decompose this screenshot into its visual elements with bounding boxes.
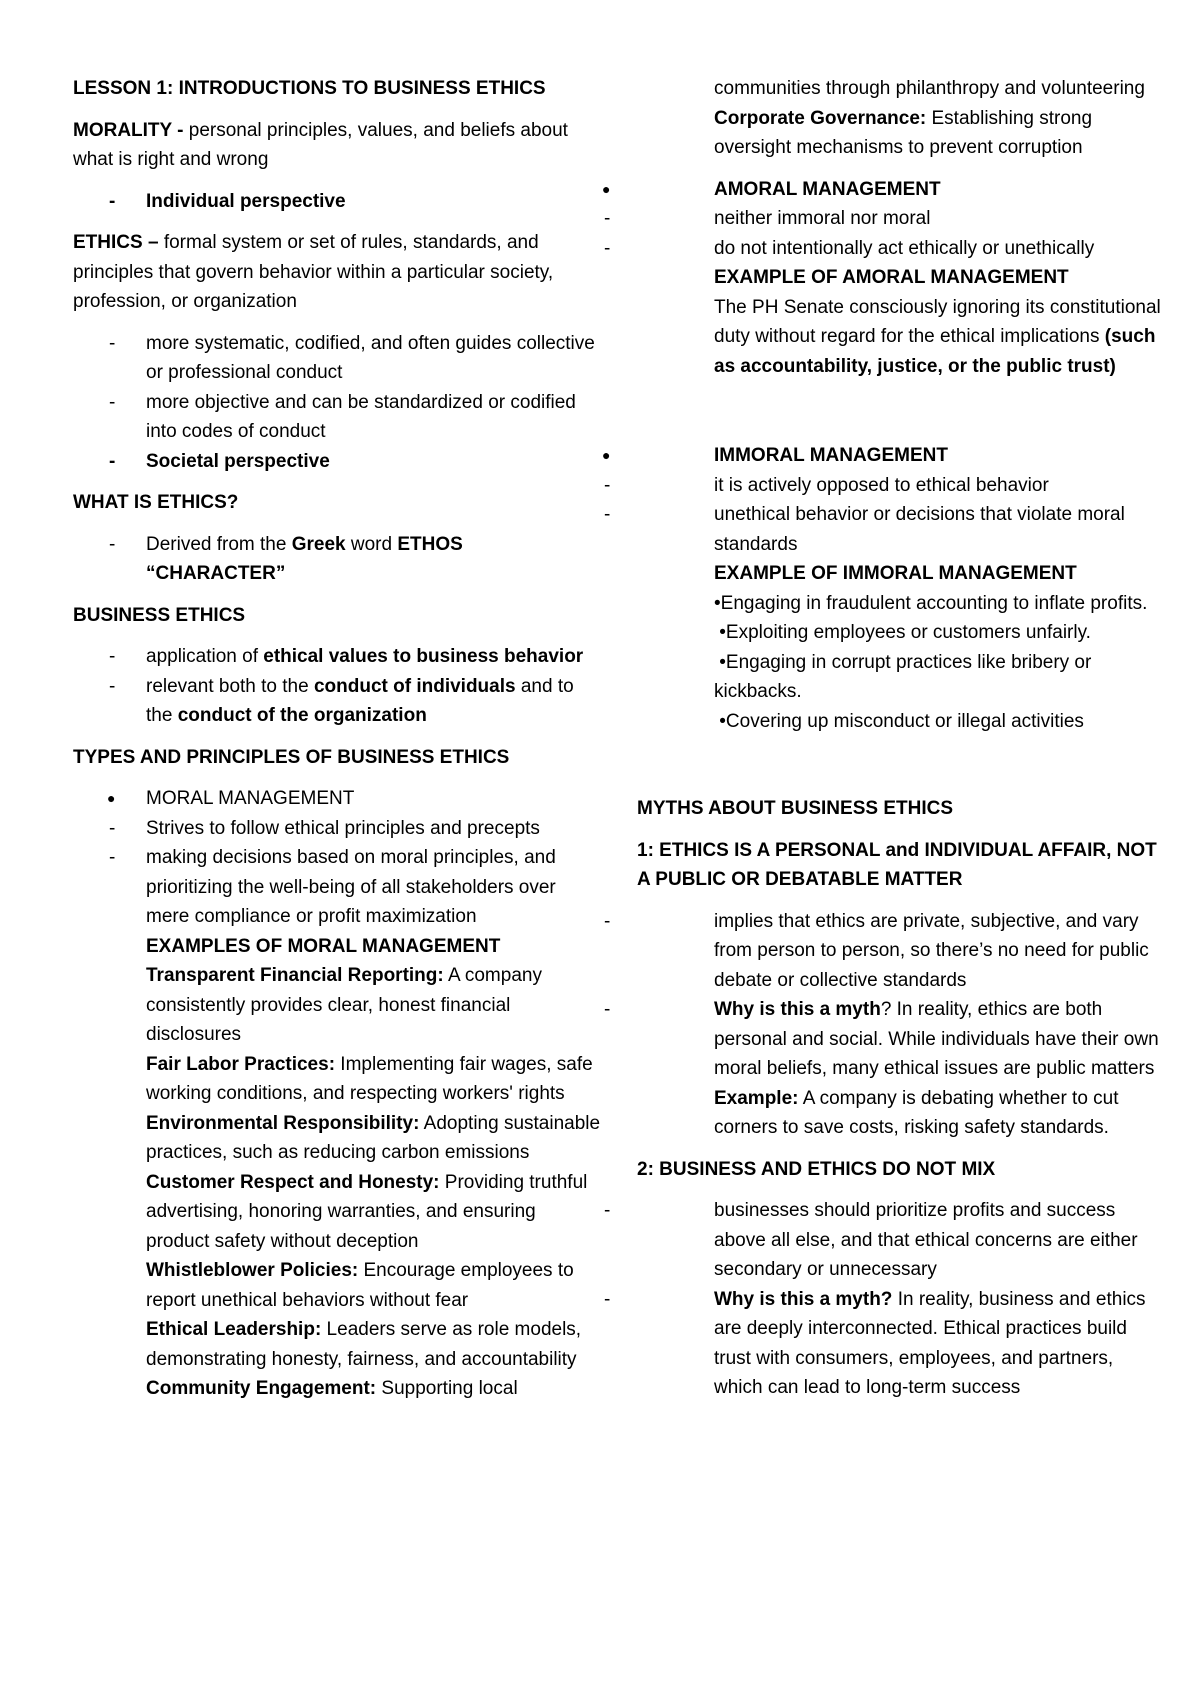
example-item: Community Engagement: Supporting local <box>146 1378 518 1399</box>
example-item: Whistleblower Policies: Encourage employees to report unethical behaviors without fear <box>146 1260 574 1311</box>
list-item: - Strives to follow ethical principles and precepts <box>73 814 603 844</box>
example-heading: EXAMPLE OF IMMORAL MANAGEMENT <box>714 563 1077 584</box>
section-heading: BUSINESS ETHICS <box>73 604 246 626</box>
list-item: - Individual perspective <box>73 187 603 217</box>
ethics-points <box>73 329 603 477</box>
example-item: •Engaging in corrupt practices like bribery or kickbacks. <box>714 651 1097 702</box>
list-item: - businesses should prioritize profits and success above all else, and that ethical concerns are either secondary or unnecessary <box>568 1196 1161 1285</box>
list-item: - implies that ethics are private, subjective, and vary from person to person, so there’s no need for public debate or collective standards <box>568 907 1161 996</box>
example-continued: communities through philanthropy and volunteering <box>714 78 1145 99</box>
list-item: - more systematic, codified, and often guides collective or professional conduct <box>73 329 603 388</box>
amoral-example <box>714 263 1161 381</box>
amoral-management <box>641 175 1161 205</box>
lesson-title: LESSON 1: INTRODUCTIONS TO BUSINESS ETHICS <box>73 78 546 99</box>
immoral-example <box>714 559 1161 736</box>
myth-1-points <box>568 907 1161 1143</box>
example-item: Transparent Financial Reporting: A company consistently provides clear, honest financial disclosures <box>146 965 542 1045</box>
myth-heading: 1: ETHICS IS A PERSONAL and INDIVIDUAL AFFAIR, NOT A PUBLIC OR DEBATABLE MATTER <box>637 839 1157 890</box>
example-item: Customer Respect and Honesty: Providing truthful advertising, honoring warranties, and ensuring product safety without deception <box>146 1171 588 1252</box>
list-item: - more objective and can be standardized or codified into codes of conduct <box>73 388 603 447</box>
list-item: - application of ethical values to business behavior <box>73 642 603 672</box>
list-item: - Why is this a myth? In reality, business and ethics are deeply interconnected. Ethical practices build trust with consumers, employees, and partners, which can lead to long-term success <box>568 1285 1161 1403</box>
morality-definition: MORALITY - personal principles, values, and beliefs about what is right and wrong <box>73 119 568 170</box>
list-item: - neither immoral nor moral <box>568 204 1161 234</box>
bullet-title: ● IMMORAL MANAGEMENT <box>568 441 1161 471</box>
list-item: - unethical behavior or decisions that violate moral standards <box>568 500 1161 559</box>
example-item: Ethical Leadership: Leaders serve as role models, demonstrating honesty, fairness, and accountability <box>146 1319 582 1370</box>
list-item: - do not intentionally act ethically or unethically <box>568 234 1161 264</box>
amoral-points <box>568 204 1161 263</box>
example-item: Corporate Governance: Establishing strong oversight mechanisms to prevent corruption <box>714 107 1093 158</box>
moral-management <box>73 784 603 1404</box>
list-item: - Derived from the Greek word ETHOS “CHARACTER” <box>73 530 603 589</box>
list-item: - relevant both to the conduct of individuals and to the conduct of the organization <box>73 672 603 731</box>
section-heading: WHAT IS ETHICS? <box>73 492 239 513</box>
right-column <box>637 74 1161 1403</box>
myth-heading: 2: BUSINESS AND ETHICS DO NOT MIX <box>637 1158 996 1180</box>
example-item: Fair Labor Practices: Implementing fair wages, safe working conditions, and respecting workers' rights <box>146 1053 593 1104</box>
example-item: •Engaging in fraudulent accounting to inflate profits. <box>714 592 1148 614</box>
example-heading: EXAMPLE OF AMORAL MANAGEMENT <box>714 267 1069 288</box>
bullet-title: ● AMORAL MANAGEMENT <box>568 175 1161 205</box>
section-heading: TYPES AND PRINCIPLES OF BUSINESS ETHICS <box>73 746 510 768</box>
business-ethics-points <box>73 642 603 731</box>
ethics-definition: ETHICS – formal system or set of rules, standards, and principles that govern behavior within a particular society, profession, or organization <box>73 232 554 312</box>
left-column <box>73 74 603 1404</box>
list-item: - making decisions based on moral principles, and prioritizing the well-being of all stakeholders over mere compliance or profit maximization <box>73 843 603 932</box>
immoral-management <box>568 441 1161 559</box>
myth-2-points <box>568 1196 1161 1403</box>
list-item: - Why is this a myth? In reality, ethics are both personal and social. While individuals have their own moral beliefs, many ethical issues are public matters Example: A company is debating whether to cut corners to save costs, risking safety standards. <box>568 995 1161 1143</box>
continued-block <box>714 74 1161 163</box>
what-is-points <box>73 530 603 589</box>
section-heading: MYTHS ABOUT BUSINESS ETHICS <box>637 798 953 819</box>
list-item: - it is actively opposed to ethical behavior <box>568 471 1161 501</box>
morality-term: MORALITY - <box>73 119 189 141</box>
example-text: The PH Senate consciously ignoring its constitutional duty without regard for the ethical implications (such as accountability, justice, or the public trust) <box>714 296 1161 377</box>
list-item: - Societal perspective <box>73 447 603 477</box>
examples-heading: EXAMPLES OF MORAL MANAGEMENT <box>146 935 501 957</box>
example-item: •Exploiting employees or customers unfairly. <box>714 622 1091 643</box>
ethics-term: ETHICS – <box>73 232 164 253</box>
bullet-title: ● MORAL MANAGEMENT <box>73 784 603 814</box>
example-item: Environmental Responsibility: Adopting sustainable practices, such as reducing carbon emissions <box>146 1112 601 1163</box>
example-item: •Covering up misconduct or illegal activities <box>714 710 1084 732</box>
morality-points <box>73 187 603 217</box>
